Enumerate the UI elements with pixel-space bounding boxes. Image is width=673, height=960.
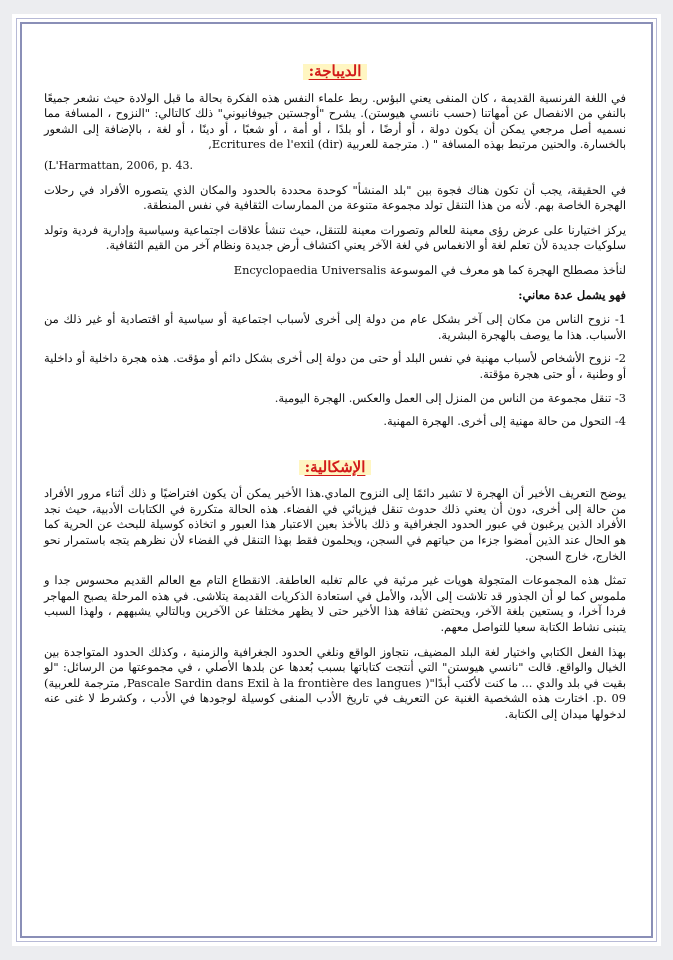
meanings-intro: فهو يشمل عدة معاني: (518, 287, 626, 302)
preamble-reference: (L'Harmattan, 2006, p. 43. (44, 158, 194, 172)
meaning-item-3: 3- تنقل مجموعة من الناس من المنزل إلى العمل والعكس. الهجرة اليومية. (274, 390, 626, 405)
encyclopedia-paragraph: لنأخذ مصطلح الهجرة كما هو معرف في الموسوعة Encyclopaedia Universalis (233, 262, 626, 277)
document-body (44, 64, 626, 732)
preamble-paragraph-1: في اللغة الفرنسية القديمة ، كان المنفى يعني البؤس. ربط علماء النفس هذه الفكرة بحالة ما قبل الولادة حيث نشعر جميعًا بالنفي من الانفصال عن أمهاتنا (حسب نانسي هيوستن). يشرح "أوجستين جيوفانيوني" ذلك كالتالي: "النزوح ، المسافة مما نسميه أصل مرجعي يمكن أن يكون دولة ، أو أرضًا ، أو بلدًا ، أو أمة ، أو شعبًا ، أو دينًا ، أو لغة ، بالإضافة إلى الشعور بالخسارة. والحنين مرتبط بهذه المسافة " (. مترجمة للعربية Ecritures de l'exil (dir), (44, 90, 626, 152)
document-page (12, 14, 661, 946)
problem-paragraph-2: تمثل هذه المجموعات المتجولة هويات غير مرئية في عالم تغلبه العاطفة. الانقطاع التام مع العالم القديم محسوس جدا و ملموس كما لو أن الجذور قد تلاشت إلى الأبد، والأمل في استعادة الذكريات القديمة يتلاشى. في هذه المرحلة يصبح المهاجر فردا آخرا، و يستعين بلغة الآخر، ويحتضن ثقافة هذا الأخير حتى لا يظهر مختلفا عن الآخرين وبالتالي يشبههم ، ولهذا السبب يتبنى نشاط الكتابة سعيا للتواصل معهم. (44, 573, 626, 635)
meaning-item-2: 2- نزوح الأشخاص لأسباب مهنية في نفس البلد أو حتى من دولة إلى أخرى بشكل دائم أو مؤقت. هذه هجرة داخلية أو داخلية أو وطنية ، أو حتى هجرة مؤقتة. (44, 351, 626, 381)
preamble-heading-wrap (44, 64, 626, 81)
problem-heading-wrap (44, 457, 626, 477)
problem-paragraph-1: يوضح التعريف الأخير أن الهجرة لا تشير دائمًا إلى النزوح المادي.هذا الأخير يمكن أن يكون افتراضيًا و ذلك أثناء مرور الأفراد من حالة إلى أخرى، دون أن يعني ذلك حدوث تنقل فيزيائي في الفضاء. هذه الحالة متكررة في الكتابات الأدبية، حيث نجد الأفراد الذين يرغبون في عبور الحدود الجغرافية و ذلك بالأخذ بعين الاعتبار هذا العبور و اتخاذه كوسيلة للبحث عن الحرية كما هو الحال عند الذين أمضوا جزءا من حياتهم في السجن، ويحلمون فقط بهذا التنقل في الفضاء لأن نظرهم يتجه باستمرار نحو الخارج، خارج السجن. (44, 486, 626, 563)
problem-paragraph-3: بهذا الفعل الكتابي واختيار لغة البلد المضيف، نتجاوز الواقع ونلغي الحدود الجغرافية والزمنية ، وكذلك الحدود المتواجدة بين الخيال والواقع. قالت "نانسي هيوستن" التي أنتجت كتاباتها بسبب بُعدها عن بلدها الأصلي ، في مجموعتها من الرسائل: "لو بقيت في بلد والدي ... ما كنت لأكتب أبدًا"( Pascale Sardin dans Exil à la frontière des langues, مترجمة للعربية) p. 09. اختارت هذه الشخصية الغنية عن التعريف في تاريخ الأدب المنفى كوسيلة لوجودها في الأدب ، وكشرط لا غنى عنه لدخولها ميدان إلى الكتابة. (44, 644, 627, 721)
section-spacer (44, 438, 626, 460)
preamble-paragraph-2: في الحقيقة، يجب أن تكون هناك فجوة بين "بلد المنشأ" كوحدة محددة بالحدود والمكان الذي يتصوره الأفراد في رحلات الهجرة الخاصة بهم. لأنه من هذا التنقل تولد مجموعة متنوعة من الممارسات الثقافية في نفس المنطقة. (44, 182, 626, 213)
preamble-paragraph-3: يركز اختيارنا على عرض رؤى معينة للعالم وتصورات معينة للتنقل، حيث تنشأ علاقات اجتماعية وسياسية وإدارية فردية وتولد سلوكيات جديدة لأن تعلم لغة أو الانغماس في لغة الآخر يعني اكتشاف أرض جديدة ونظام آخر من القيم الثقافية. (44, 222, 626, 253)
problem-heading: الإشكالية: (299, 460, 372, 476)
meaning-item-1: 1- نزوح الناس من مكان إلى آخر بشكل عام من دولة إلى أخرى لأسباب اجتماعية أو سياسية أو اقتصادية أو غير ذلك من الأسباب. هذا ما يوصف بالهجرة البشرية. (44, 312, 626, 342)
preamble-heading: الديباجة: (303, 64, 368, 80)
meaning-item-4: 4- التحول من حالة مهنية إلى أخرى. الهجرة المهنية. (383, 414, 626, 429)
